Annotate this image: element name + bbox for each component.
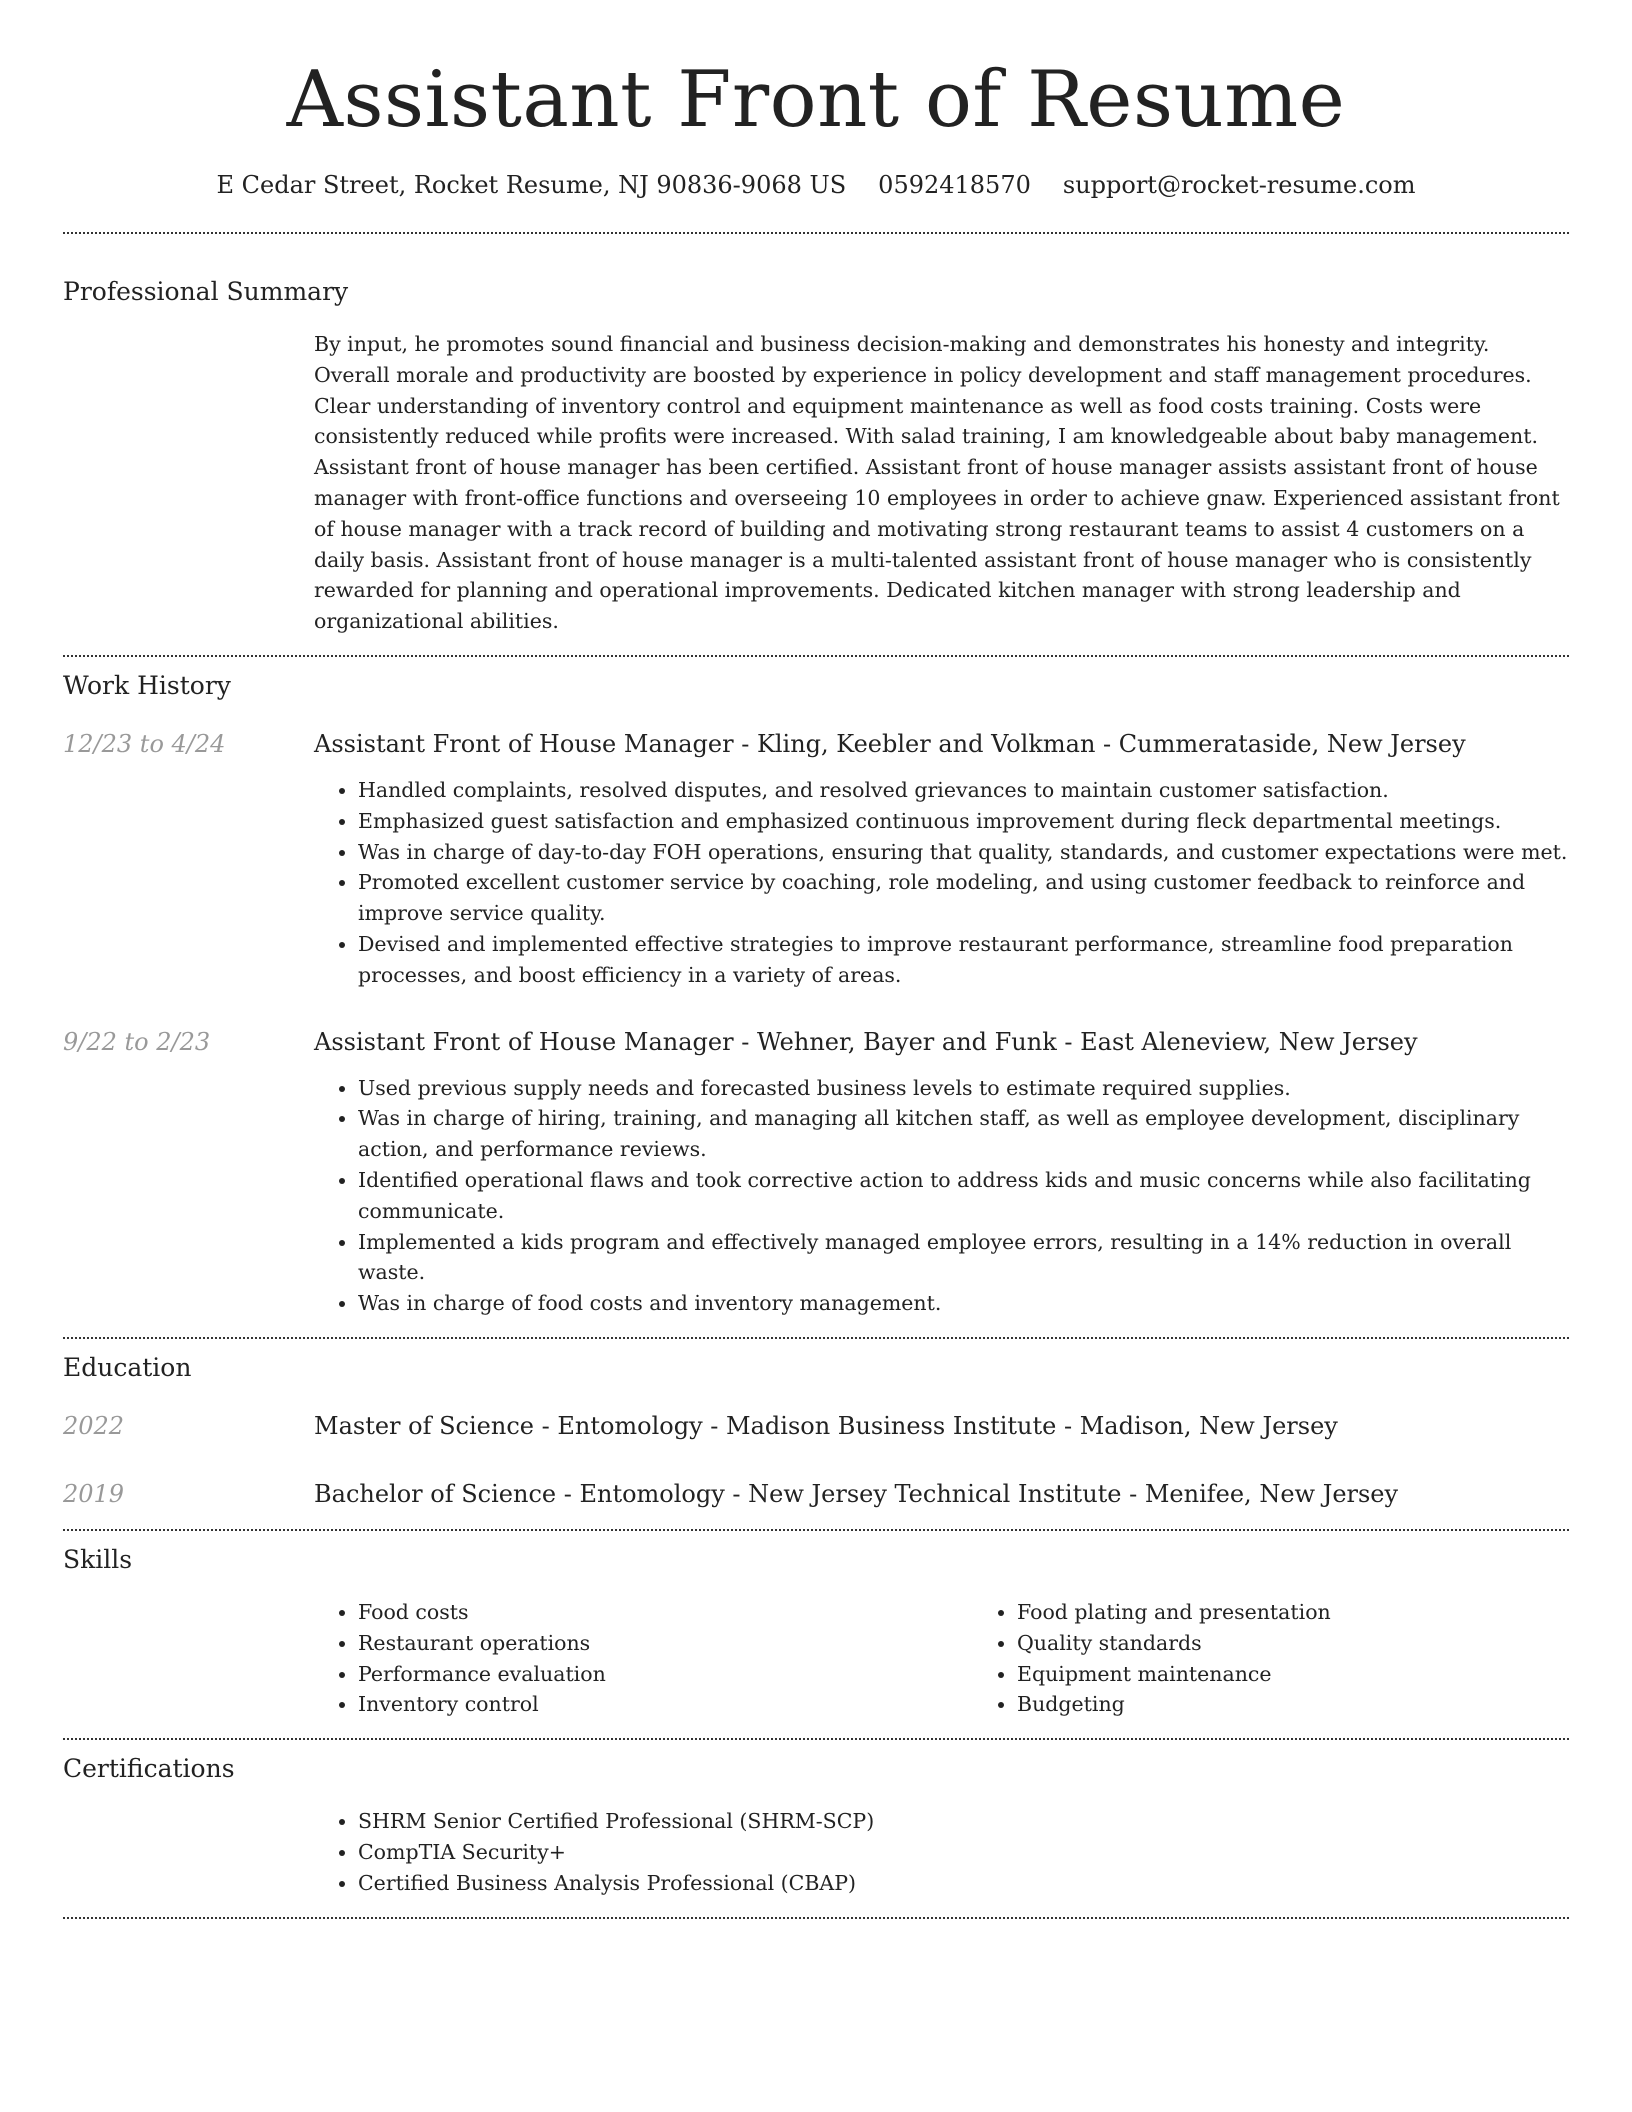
certifications-heading: Certifications (63, 1754, 235, 1784)
job-bullets (314, 775, 1569, 991)
certifications-spacer (63, 1806, 314, 1898)
education-heading: Education (63, 1352, 192, 1382)
job-bullet: • Implemented a kids program and effectively managed employee errors, resulting in a 14% reduction in overall waste. (358, 1227, 1569, 1289)
job-heading: Assistant Front of House Manager - Kling, Keebler and Volkman - Cummerataside, New Jersey (314, 729, 1466, 758)
job-bullet: • Handled complaints, resolved disputes, and resolved grievances to maintain customer satisfaction. (358, 775, 1569, 806)
education-entry (63, 1477, 1569, 1511)
certification-item: • CompTIA Security+ (358, 1837, 1569, 1868)
job-bullet: • Emphasized guest satisfaction and emphasized continuous improvement during fleck departmental meetings. (358, 806, 1569, 837)
skills-columns (314, 1597, 1569, 1720)
skills-list-left (314, 1597, 973, 1720)
divider (63, 655, 1569, 657)
job-dates: 12/23 to 4/24 (63, 729, 226, 758)
skills-spacer (63, 1597, 314, 1720)
summary-spacer (63, 329, 314, 637)
divider (63, 232, 1569, 234)
job-entry (63, 1025, 1569, 1319)
skill-item: • Food plating and presentation (1017, 1597, 1331, 1628)
summary-text: By input, he promotes sound financial and business decision-making and demonstrates his honesty and integrity. Overall morale and productivity are boosted by experience in policy development and staff management procedures. Clear understanding of inventory control and equipment maintenance as well as food costs training. Costs were consistently reduced while profits were increased. With salad training, I am knowledgeable about baby management. Assistant front of house manager has been certified. Assistant front of house manager assists assistant front of house manager with front-office functions and overseeing 10 employees in order to achieve gnaw. Experienced assistant front of house manager with a track record of building and motivating strong restaurant teams to assist 4 customers on a daily basis. Assistant front of house manager is a multi-talented assistant front of house manager who is consistently rewarded for planning and operational improvements. Dedicated kitchen manager with strong leadership and organizational abilities. (314, 332, 1560, 634)
contact-line (63, 168, 1569, 202)
job-bullet: • Was in charge of hiring, training, and managing all kitchen staff, as well as employee development, disciplinary action, and performance reviews. (358, 1103, 1569, 1165)
contact-address: E Cedar Street, Rocket Resume, NJ 90836-9068 US (216, 171, 847, 199)
divider (63, 1738, 1569, 1740)
education-heading-text: Master of Science - Entomology - Madison Business Institute - Madison, New Jersey (314, 1411, 1338, 1440)
resume-name: Assistant Front of Resume (286, 55, 1346, 145)
certifications-section (63, 1752, 1569, 1898)
skill-item: • Food costs (358, 1597, 973, 1628)
contact-phone: 0592418570 (878, 171, 1031, 199)
work-heading: Work History (63, 670, 231, 700)
skill-item: • Inventory control (358, 1689, 973, 1720)
job-bullets (314, 1073, 1569, 1319)
job-entry (63, 727, 1569, 991)
skill-item: • Equipment maintenance (1017, 1659, 1331, 1690)
education-entry (63, 1409, 1569, 1443)
education-heading-text: Bachelor of Science - Entomology - New Jersey Technical Institute - Menifee, New Jersey (314, 1479, 1399, 1508)
job-bullet: • Was in charge of food costs and inventory management. (358, 1288, 1569, 1319)
skills-section (63, 1543, 1569, 1720)
job-heading: Assistant Front of House Manager - Wehner, Bayer and Funk - East Aleneview, New Jersey (314, 1027, 1418, 1056)
education-year: 2022 (63, 1411, 125, 1440)
job-bullet: • Promoted excellent customer service by coaching, role modeling, and using customer feedback to reinforce and improve service quality. (358, 867, 1569, 929)
work-section (63, 669, 1569, 1319)
education-section (63, 1351, 1569, 1511)
job-dates: 9/22 to 2/23 (63, 1027, 211, 1056)
job-bullet: • Identified operational flaws and took corrective action to address kids and music concerns while also facilitating communicate. (358, 1165, 1569, 1227)
summary-heading: Professional Summary (63, 277, 349, 306)
job-bullet: • Was in charge of day-to-day FOH operations, ensuring that quality, standards, and customer expectations were met. (358, 837, 1569, 868)
divider (63, 1337, 1569, 1339)
skill-item: • Performance evaluation (358, 1659, 973, 1690)
skills-list-right (973, 1597, 1331, 1720)
divider (63, 1529, 1569, 1531)
certifications-list (314, 1806, 1569, 1898)
job-bullet: • Used previous supply needs and forecasted business levels to estimate required supplies. (358, 1073, 1569, 1104)
skill-item: • Budgeting (1017, 1689, 1331, 1720)
contact-email: support@rocket-resume.com (1062, 171, 1416, 199)
summary-section (63, 275, 1569, 637)
certification-item: • Certified Business Analysis Professional (CBAP) (358, 1868, 1569, 1899)
divider (63, 1917, 1569, 1919)
skill-item: • Restaurant operations (358, 1628, 973, 1659)
education-year: 2019 (63, 1479, 125, 1508)
job-bullet: • Devised and implemented effective strategies to improve restaurant performance, streamline food preparation processes, and boost efficiency in a variety of areas. (358, 929, 1569, 991)
skill-item: • Quality standards (1017, 1628, 1331, 1659)
certification-item: • SHRM Senior Certified Professional (SHRM-SCP) (358, 1806, 1569, 1837)
skills-heading: Skills (63, 1544, 133, 1574)
